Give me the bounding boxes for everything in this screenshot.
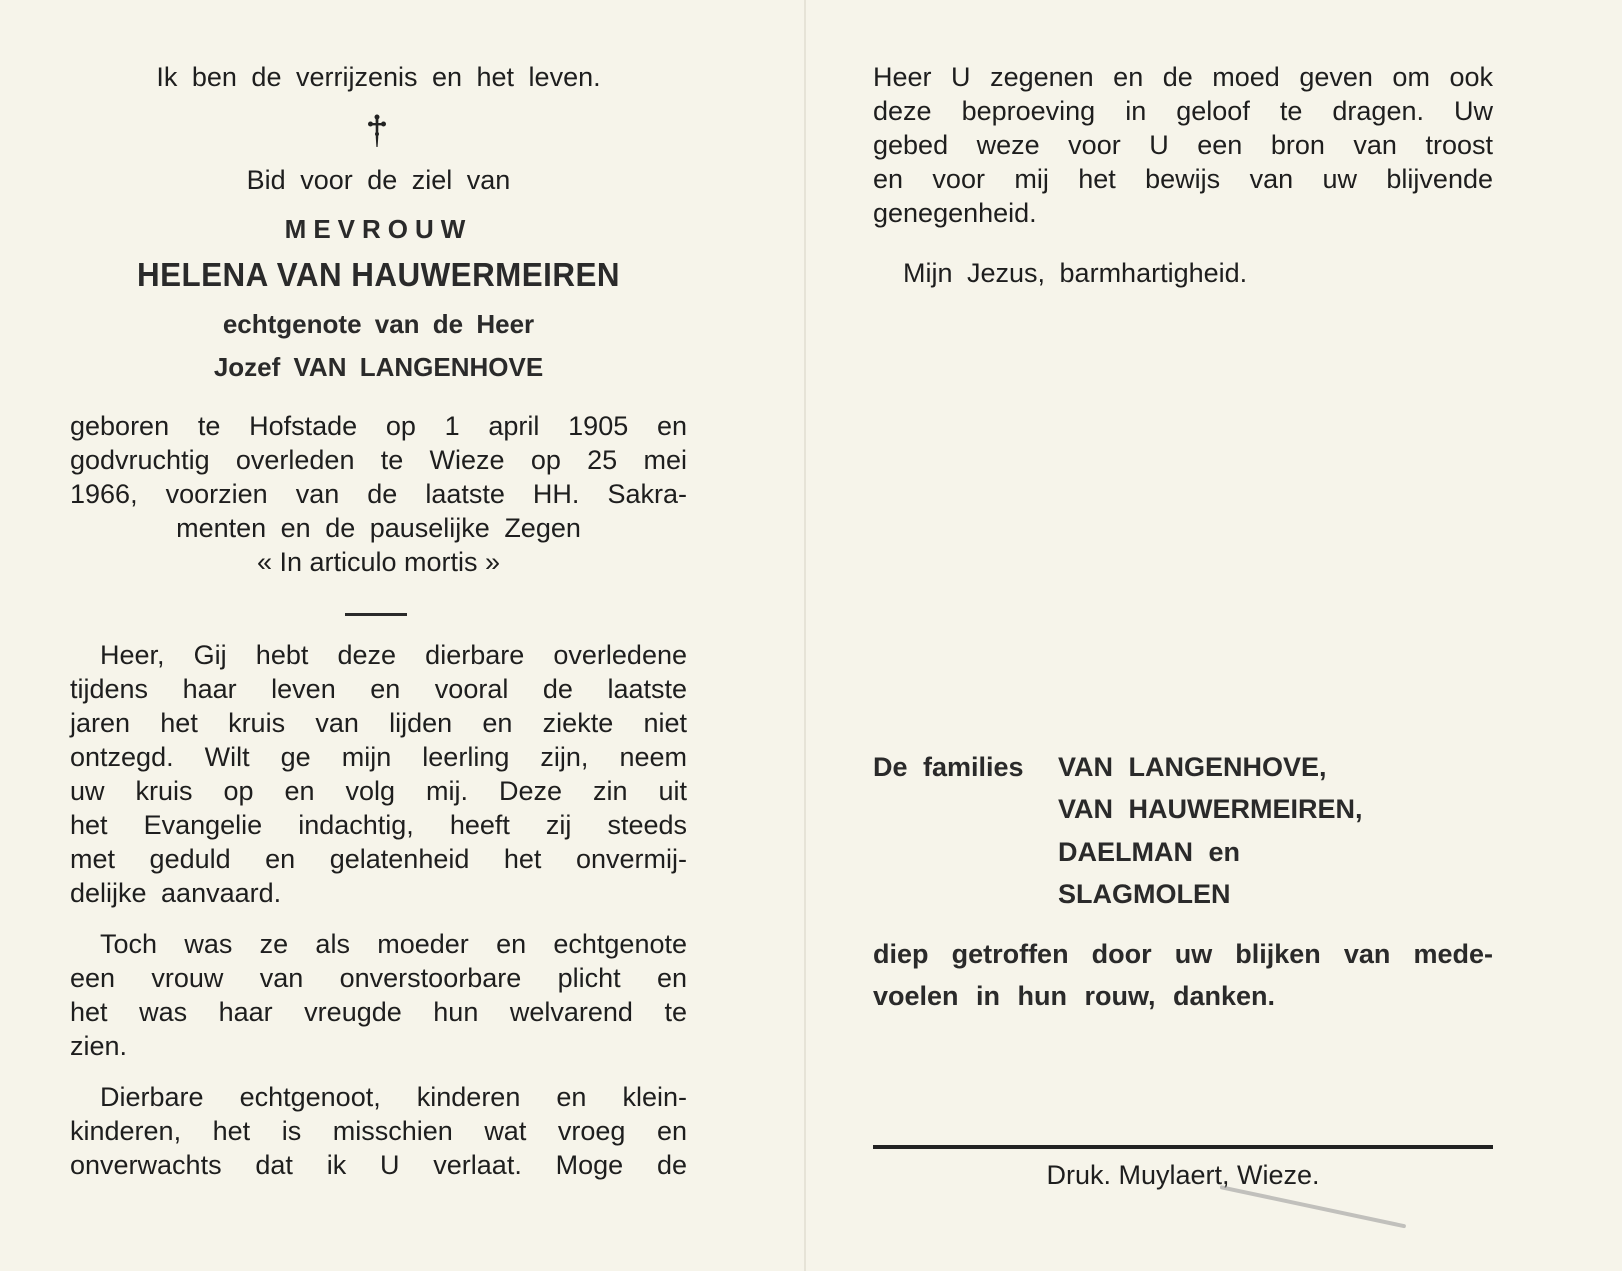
honorific-title: MEVROUW — [284, 214, 473, 244]
text-line: jaren het kruis van lijden en ziekte niet — [70, 708, 687, 738]
cross-icon — [368, 114, 386, 148]
text-line: deze beproeving in geloof te dragen. Uw — [873, 96, 1493, 126]
text-line: en voor mij het bewijs van uw blijvende — [873, 164, 1493, 194]
text-line: Toch was ze als moeder en echtgenote — [100, 929, 687, 959]
invocation: Mijn Jezus, barmhartigheid. — [903, 258, 1248, 288]
section-divider — [345, 613, 407, 616]
footer-rule — [873, 1145, 1493, 1149]
text-line: zien. — [70, 1031, 128, 1061]
text-line: een vrouw van onverstoorbare plicht en — [70, 963, 687, 993]
biography-line: godvruchtig overleden te Wieze op 25 mei — [70, 445, 687, 475]
text-line: kinderen, het is misschien wat vroeg en — [70, 1116, 687, 1146]
spouse-line-2: Jozef VAN LANGENHOVE — [213, 352, 544, 382]
text-line: genegenheid. — [873, 198, 1037, 228]
biography-line: geboren te Hofstade op 1 april 1905 en — [70, 411, 687, 441]
spouse-line-1: echtgenote van de Heer — [222, 309, 535, 339]
biography-line: menten en de pauselijke Zegen — [176, 513, 581, 543]
text-line: het was haar vreugde hun welvarend te — [70, 997, 687, 1027]
text-line: delijke aanvaard. — [70, 878, 282, 908]
prayer-intro: Bid voor de ziel van — [246, 165, 511, 195]
deceased-name: HELENA VAN HAUWERMEIREN — [137, 256, 620, 293]
text-line: gebed weze voor U een bron van troost — [873, 130, 1493, 160]
text-line: tijdens haar leven en vooral de laatste — [70, 674, 687, 704]
text-line: het Evangelie indachtig, heeft zij steeds — [70, 810, 687, 840]
thanks-line: voelen in hun rouw, danken. — [873, 981, 1276, 1011]
text-line: Heer U zegenen en de moed geven om ook — [873, 62, 1493, 92]
family-name: VAN LANGENHOVE, — [1058, 752, 1327, 782]
epigraph: Ik ben de verrijzenis en het leven. — [156, 62, 601, 92]
text-line: met geduld en gelatenheid het onvermij- — [70, 844, 687, 874]
text-line: Dierbare echtgenoot, kinderen en klein- — [100, 1082, 687, 1112]
card-fold-line — [804, 0, 806, 1271]
biography-line: 1966, voorzien van de laatste HH. Sakra- — [70, 479, 687, 509]
biography-line: « In articulo mortis » — [256, 547, 501, 577]
family-name: VAN HAUWERMEIREN, — [1058, 794, 1363, 824]
family-name: DAELMAN en — [1058, 837, 1240, 867]
text-line: onverwachts dat ik U verlaat. Moge de — [70, 1150, 687, 1180]
families-label: De families — [873, 752, 1024, 782]
text-line: Heer, Gij hebt deze dierbare overledene — [100, 640, 687, 670]
printer-credit: Druk. Muylaert, Wieze. — [1046, 1160, 1320, 1190]
text-line: ontzegd. Wilt ge mijn leerling zijn, neem — [70, 742, 687, 772]
family-name: SLAGMOLEN — [1058, 879, 1231, 909]
thanks-line: diep getroffen door uw blijken van mede- — [873, 939, 1493, 969]
text-line: uw kruis op en volg mij. Deze zin uit — [70, 776, 687, 806]
